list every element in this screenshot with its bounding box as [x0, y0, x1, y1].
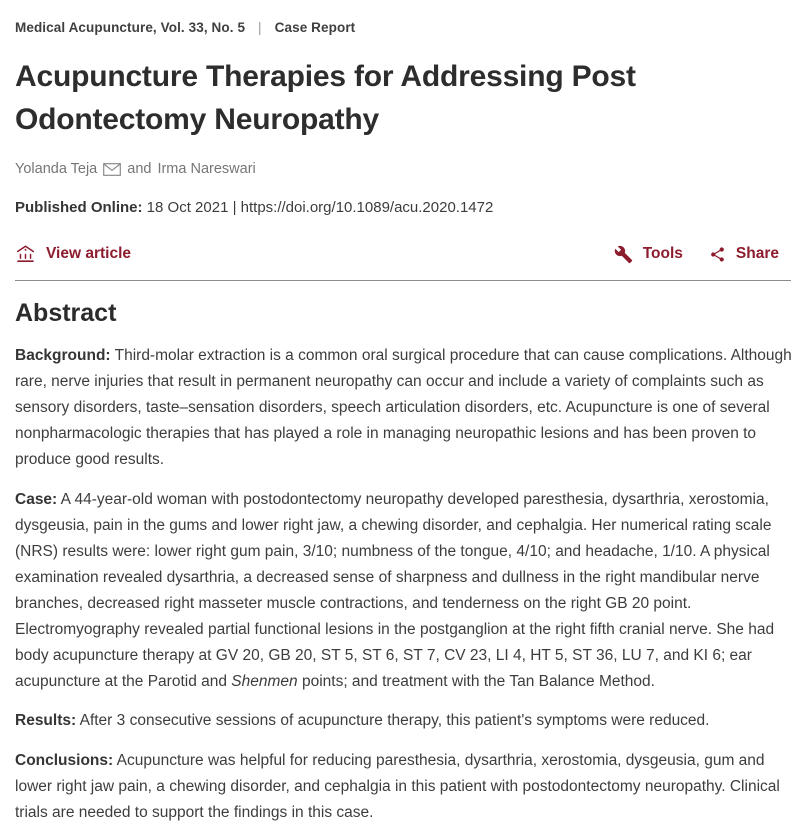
divider [15, 280, 791, 281]
background-text: Third-molar extraction is a common oral surgical procedure that can cause complications. Although rare, nerve injuries that result in permanent neuropathy can occur and include a variety of complaints such as sensory disorders, taste–sensation disorders, speech articulation disorders, etc. Acupuncture is one of several nonpharmacologic therapies that has played a role in managing neuropathic lesions and has been proven to produce good results. [15, 347, 792, 468]
abstract-case-paragraph [15, 487, 793, 695]
share-icon [709, 246, 726, 263]
abstract-results-paragraph [15, 708, 793, 734]
email-icon[interactable] [103, 162, 121, 176]
author-name-first[interactable]: Yolanda Teja [15, 161, 98, 177]
article-title: Acupuncture Therapies for Addressing Post Odontectomy Neuropathy [15, 60, 636, 136]
abstract-background-paragraph [15, 343, 793, 473]
journal-info[interactable]: Medical Acupuncture, Vol. 33, No. 5 [15, 20, 246, 35]
share-label: Share [735, 245, 779, 262]
share-button[interactable] [709, 245, 779, 264]
toolbar-right [614, 245, 779, 264]
results-label: Results: [15, 712, 77, 729]
case-text-1: A 44-year-old woman with postodontectomy neuropathy developed paresthesia, dysarthria, xerostomia, dysgeusia, pain in the gums and lower right jaw, a chewing disorder, and cephalgia. Her numerical rating scale (NRS) results were: lower right gum pain, 3/10; numbness of the tongue, 4/10; and headache, 1/10. A physical examination revealed dysarthria, a decreased sense of sharpness and dullness in the right mandibular nerve branches, decreased right masseter muscle contractions, and tenderness on the right GB 20 point. Electromyography revealed partial functional lesions in the postganglion at the right fifth cranial nerve. She had body acupuncture therapy at GV 20, GB 20, ST 5, ST 6, ST 7, CV 23, LI 4, HT 5, ST 36, LU 7, and KI 6; ear acupuncture at the Parotid and [15, 490, 775, 690]
results-text: After 3 consecutive sessions of acupuncture therapy, this patient's symptoms were reduced. [76, 712, 710, 729]
view-article-label: View article [46, 245, 132, 262]
case-label: Case: [15, 490, 58, 508]
toolbar [15, 244, 793, 264]
abstract-heading: Abstract [15, 299, 117, 327]
institution-icon [15, 244, 36, 264]
conclusions-text: Acupuncture was helpful for reducing paresthesia, dysarthria, xerostomia, dysgeusia, gum and lower right jaw pain, a chewing disorder, and cephalgia in this patient with postodontectomy neuropathy. Clinical trials are needed to support the findings in this case. [15, 751, 780, 821]
published-label: Published Online: [15, 199, 143, 216]
abstract-conclusions-paragraph [15, 748, 793, 826]
view-article-button[interactable] [15, 244, 131, 264]
author-name-second[interactable]: Irma Nareswari [157, 161, 256, 177]
wrench-icon [614, 245, 633, 264]
case-text-2: points; and treatment with the Tan Balance Method. [297, 672, 655, 690]
conclusions-label: Conclusions: [15, 751, 114, 769]
published-value: 18 Oct 2021 | https://doi.org/10.1089/acu.2020.1472 [142, 199, 494, 216]
author-conjunction: and [127, 161, 152, 177]
author-line [15, 161, 793, 177]
tools-label: Tools [642, 245, 683, 262]
published-line [15, 199, 793, 216]
tools-button[interactable] [614, 245, 683, 264]
case-italic-term: Shenmen [231, 672, 298, 690]
abstract-section [15, 299, 793, 826]
masthead-separator: | [258, 20, 262, 35]
background-label: Background: [15, 347, 111, 364]
article-type-label: Case Report [274, 20, 356, 35]
masthead [15, 20, 793, 35]
